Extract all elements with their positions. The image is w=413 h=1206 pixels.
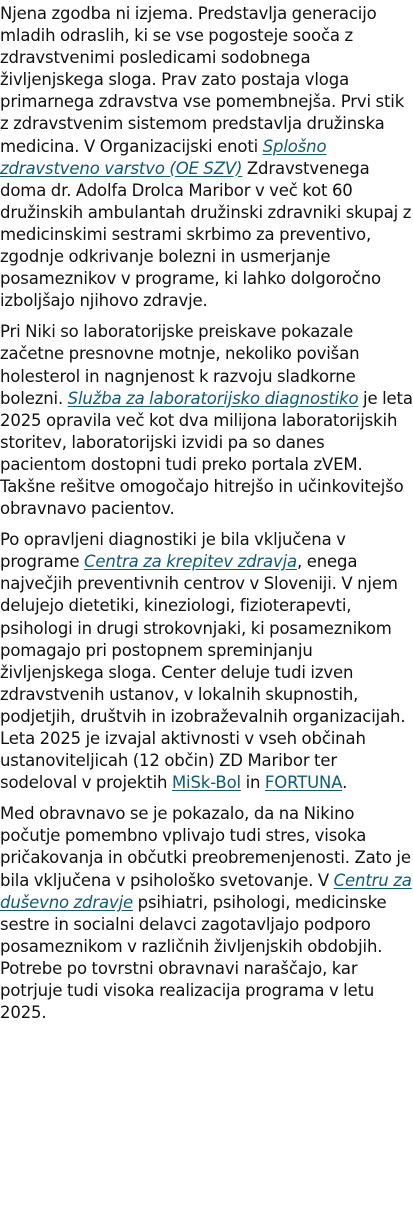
paragraph-text: , enega največjih preventivnih centrov v Sloveniji. V njem delujejo dietetiki, kineziologi, fizioterapevti, psihologi in drugi strokovnjaki, ki posameznikom pomagajo pri postopnem spreminjanju življenjskega sloga. Center deluje tudi izven zdravstvenih ustanov, v lokalnih skupnostih, podjetjih, društvih in izobraževalnih organizacijah. Leta 2025 je izvajal aktivnosti v vseh občinah ustanoviteljicah (12 občin) ZD Maribor ter sodeloval v projektih: [0, 552, 406, 793]
link-misk-bol[interactable]: MiSk-Bol: [171, 773, 241, 793]
link-fortuna[interactable]: FORTUNA: [264, 773, 343, 793]
paragraph-health-promotion: [0, 529, 413, 794]
paragraph-text: Njena zgodba ni izjema. Predstavlja generacijo mladih odraslih, ki se vse pogosteje sooča z zdravstvenimi posledicami sodobnega življenjskega sloga. Prav zato postaja vloga primarnega zdravstva vse pomembnejša. Prvi stik z zdravstvenim sistemom predstavlja družinska medicina. V Organizacijski enoti: [0, 4, 405, 156]
paragraph-text: je leta 2025 opravila več kot dva milijona laboratorijskih storitev, laboratorijski izvidi pa so danes pacientom dostopni tudi preko portala zVEM. Takšne rešitve omogočajo hitrejšo in učinkovitejšo obravnavo pacientov.: [0, 388, 413, 519]
paragraph-text: Po opravljeni diagnostiki je bila vključena v programe: [0, 530, 346, 572]
paragraph-text: Pri Niki so laboratorijske preiskave pokazale začetne presnovne motnje, nekoliko povišan holesterol in nagnjenost k razvoju sladkorne bolezni.: [0, 322, 360, 408]
link-oe-szv[interactable]: Splošno zdravstveno varstvo (OE SZV): [0, 136, 327, 178]
link-laboratory-diagnostics[interactable]: Služba za laboratorijsko diagnostiko: [67, 388, 359, 408]
link-mental-health-centre[interactable]: Centru za duševno zdravje: [0, 870, 412, 912]
paragraph-text: Med obravnavo se je pokazalo, da na Nikino počutje pomembno vplivajo tudi stres, visoka pričakovanja in občutki preobremenjenosti. Zato je bila vključena v psihološko svetovanje. V: [0, 804, 411, 890]
paragraph-text: Zdravstvenega doma dr. Adolfa Drolca Maribor v več kot 60 družinskih ambulantah družinski zdravniki skupaj z medicinskimi sestrami skrbimo za preventivo, zgodnje odkrivanje bolezni in usmerjanje posameznikov v programe, ki lahko dolgoročno izboljšajo njihovo zdravje.: [0, 158, 412, 311]
paragraph-mental-health: [0, 803, 413, 1024]
paragraph-family-medicine: [0, 3, 413, 312]
paragraph-text: psihiatri, psihologi, medicinske sestre in socialni delavci zagotavljajo podporo posameznikom v različnih življenjskih obdobjih. Potrebe po tovrstni obravnavi naraščajo, kar potrjuje tudi visoka realizacija programa v letu 2025.: [0, 892, 387, 1023]
paragraph-text: .: [342, 773, 348, 793]
paragraph-text: in: [240, 773, 265, 793]
paragraph-laboratory: [0, 321, 413, 520]
link-health-promotion-centre[interactable]: Centra za krepitev zdravja: [83, 552, 298, 572]
